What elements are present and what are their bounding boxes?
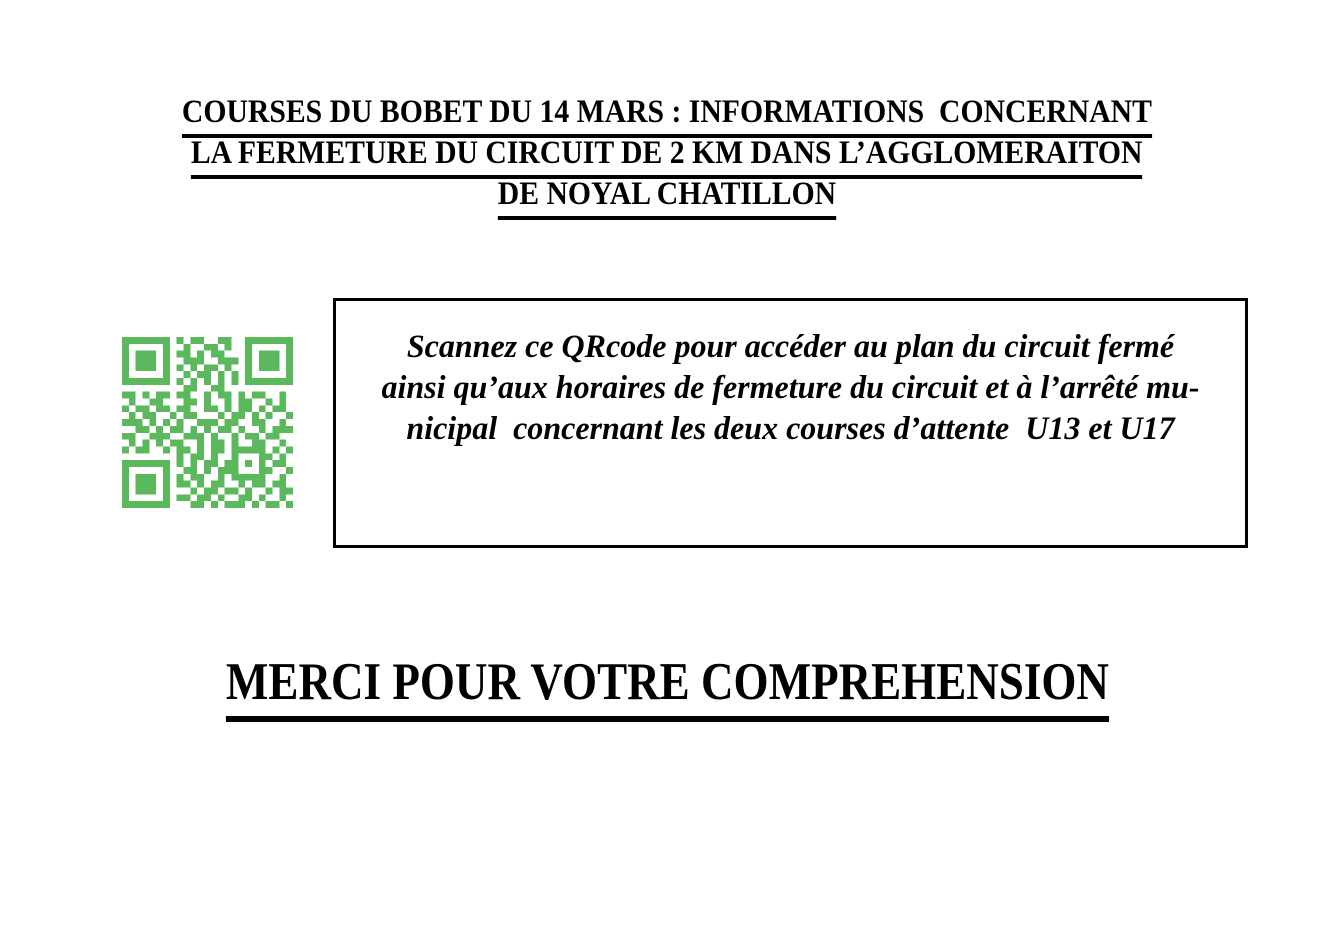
info-box-line-2: ainsi qu’aux horaires de fermeture du circuit et à l’arrêté mu- xyxy=(381,370,1200,406)
title-line xyxy=(0,133,1334,174)
title-line-1-text: COURSES DU BOBET DU 14 MARS : INFORMATIONS CONCERNANT xyxy=(182,92,1152,138)
title-line-3-text: DE NOYAL CHATILLON xyxy=(498,174,836,220)
footer-title xyxy=(0,652,1334,722)
info-box-line-3: nicipal concernant les deux courses d’attente U13 et U17 xyxy=(406,411,1175,447)
main-title xyxy=(0,92,1334,215)
title-line-2-text: LA FERMETURE DU CIRCUIT DE 2 KM DANS L’AGGLOMERAITON xyxy=(191,133,1143,179)
title-line xyxy=(0,174,1334,215)
footer-title-text: MERCI POUR VOTRE COMPREHENSION xyxy=(225,652,1108,722)
title-line xyxy=(0,92,1334,133)
info-box-line-1: Scannez ce QRcode pour accéder au plan du circuit fermé xyxy=(406,329,1175,365)
qr-code xyxy=(122,337,293,508)
info-box xyxy=(333,298,1248,548)
